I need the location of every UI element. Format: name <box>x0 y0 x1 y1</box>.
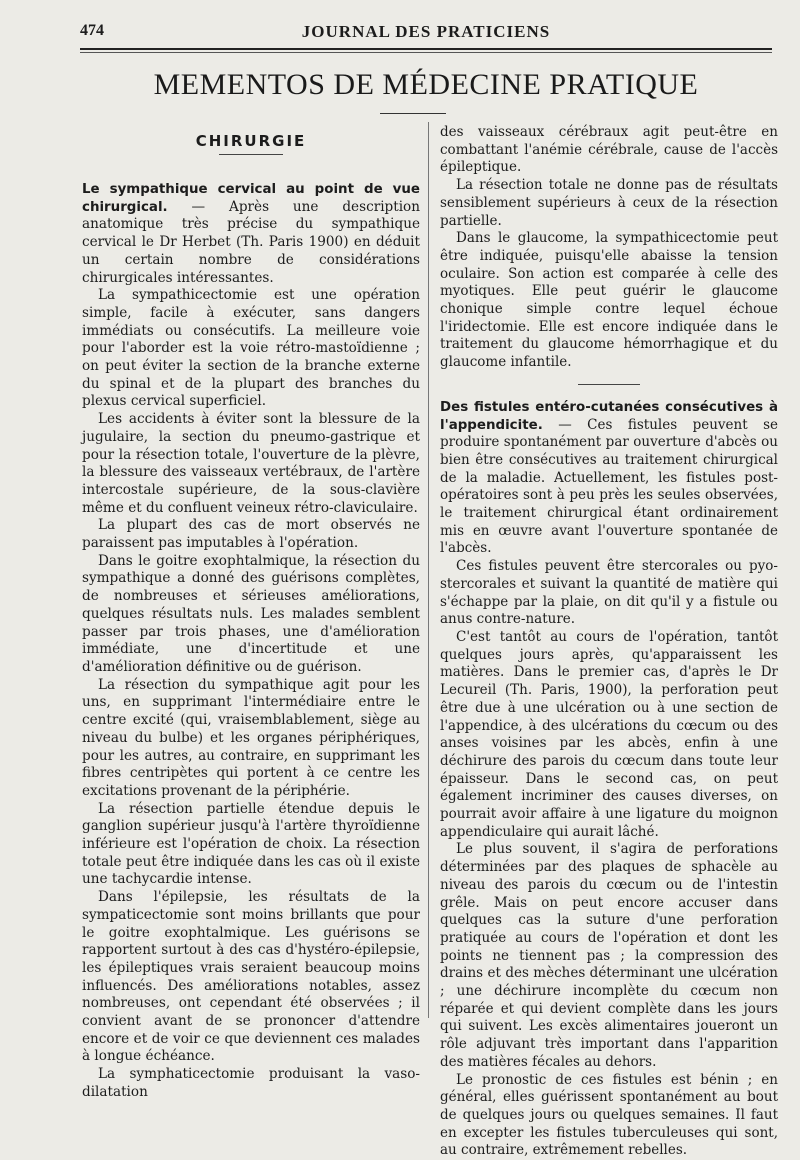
column-divider <box>428 122 429 1018</box>
paragraph: des vaisseaux cérébraux agit peut-être en combattant l'anémie cérébrale, cause de l'accès épileptique. <box>440 124 778 176</box>
page-number: 474 <box>80 22 104 39</box>
paragraph: Le plus souvent, il s'agira de perforations déterminées par des plaques de sphacèle au niveau des parois du cœcum ou de l'intestin grêle. Mais on peut encore accuser dans quelques cas la suture d'une perforation pratiquée au cours de l'opération et dont les points ne tiennent pas ; la compression des drains et des mèches déterminant une ulcération ; une déchirure incomplète du cœcum non réparée et qui devient complète dans les jours qui suivent. Les excès alimentaires joueront un rôle adjuvant très important dans l'apparition des matières fécales au dehors. <box>440 841 778 1070</box>
header-rule <box>80 48 772 50</box>
section-heading: CHIRURGIE <box>195 132 307 150</box>
article-separator <box>578 384 640 385</box>
paragraph: Dans l'épilepsie, les résultats de la sympaticectomie sont moins brillants que pour le goitre exophtalmique. Les guérisons se rapportent surtout à des cas d'hystéro-épilepsie, les épileptiques vrais seraient beaucoup moins influencés. Des améliorations notables, assez nombreuses, ont cependant été observées ; il convient avant de se prononcer d'attendre encore et de voir ce que deviennent ces malades à longue échéance. <box>82 889 420 1065</box>
paragraph-text: — Après une description anatomique très précise du sympathique cervical le Dr Herbet (Th. Paris 1900) en déduit un certain nombre de considérations chirurgicales intéressantes. <box>82 198 420 286</box>
paragraph: La résection partielle étendue depuis le ganglion supérieur jusqu'à l'artère thyroïdienne inférieure est l'opération de choix. La résection totale peut être indiquée dans les cas où il existe une tachycardie intense. <box>82 800 420 888</box>
article-title: Le sympathique cervical au point de vue chirurgical. <box>82 182 420 215</box>
paragraph: La sympathicectomie est une opération simple, facile à exécuter, sans dangers immédiats ou consécutifs. La meilleure voie pour l'aborder est la voie rétro-mastoïdienne ; on peut éviter la section de la branche externe du spinal et de la plupart des branches du plexus cervical superficiel. <box>82 287 420 410</box>
article-title: Des fistules entéro-cutanées consécutives à l'appendicite. <box>440 399 778 433</box>
paragraph: La résection du sympathique agit pour les uns, en supprimant l'intermédiaire entre le centre excité (qui, vraisemblablement, siège au niveau du bulbe) et les organes périphériques, pour les autres, au contraire, en supprimant les fibres centripètes qui portent à ce centre les excitations provenant de la périphérie. <box>82 676 420 799</box>
left-column <box>82 124 420 1102</box>
paragraph: La résection totale ne donne pas de résultats sensiblement supérieurs à ceux de la résection partielle. <box>440 177 778 229</box>
paragraph-text: — Ces fistules peuvent se produire spontanément par ouverture d'abcès ou bien être consécutives au traitement chirurgical de la maladie. Actuellement, les fistules post-opératoires sont à peu près les seules observées, le traitement chirurgical étant ordinairement mis en œuvre avant l'ouverture spontanée de l'abcès. <box>440 416 778 557</box>
paragraph <box>82 181 420 287</box>
journal-title: JOURNAL DES PRATICIENS <box>301 22 551 41</box>
paragraph: Dans le glaucome, la sympathicectomie peut être indiquée, puisqu'elle abaisse la tension oculaire. Son action est comparée à celle des myotiques. Elle peut guérir le glaucome chonique simple contre lequel échoue l'iridectomie. Elle est encore indiquée dans le traitement du glaucome hémorrhagique et du glaucome infantile. <box>440 230 778 371</box>
paragraph: Le pronostic de ces fistules est bénin ; en général, elles guérissent spontanément au bout de quelques jours ou quelques semaines. Il faut en excepter les fistules tuberculeuses qui sont, au contraire, extrêmement rebelles. <box>440 1071 778 1159</box>
paragraph: Les accidents à éviter sont la blessure de la jugulaire, la section du pneumo-gastrique et pour la résection totale, l'ouverture de la plèvre, la blessure des vaisseaux vertébraux, de l'artère intercostale supérieure, de la sous-clavière même et du confluent veineux rétro-claviculaire. <box>82 411 420 516</box>
right-column <box>440 124 778 1160</box>
paragraph <box>440 399 778 558</box>
header-rule-thin <box>80 52 772 53</box>
paragraph: Ces fistules peuvent être stercorales ou pyo-stercorales et suivant la quantité de matière qui s'échappe par la plaie, on dit qu'il y a fistule ou anus contre-nature. <box>440 558 778 628</box>
running-header <box>80 20 772 44</box>
main-title: MEMENTOS DE MÉDECINE PRATIQUE <box>153 68 699 101</box>
paragraph: La symphaticectomie produisant la vaso-dilatation <box>82 1066 420 1100</box>
title-rule <box>380 113 446 114</box>
paragraph: La plupart des cas de mort observés ne paraissent pas imputables à l'opération. <box>82 517 420 552</box>
paragraph: Dans le goitre exophtalmique, la résection du sympathique a donné des guérisons complètes, de nombreuses et sérieuses améliorations, quelques résultats nuls. Les malades semblent passer par trois phases, une d'amélioration immédiate, une d'incertitude et une d'amélioration définitive ou de guérison. <box>82 552 420 675</box>
section-rule <box>219 154 283 155</box>
paragraph: C'est tantôt au cours de l'opération, tantôt quelques jours après, qu'apparaissent les matières. Dans le premier cas, d'après le Dr Lecureil (Th. Paris, 1900), la perforation peut être due à une ulcération ou à une section de l'appendice, à des ulcérations du cœcum ou des anses voisines par les abcès, enfin à une déchirure des parois du cœcum dans toute leur épaisseur. Dans le second cas, on peut également incriminer des causes diverses, on pourrait avoir affaire à une ligature du moignon appendiculaire qui aurait lâché. <box>440 628 778 840</box>
